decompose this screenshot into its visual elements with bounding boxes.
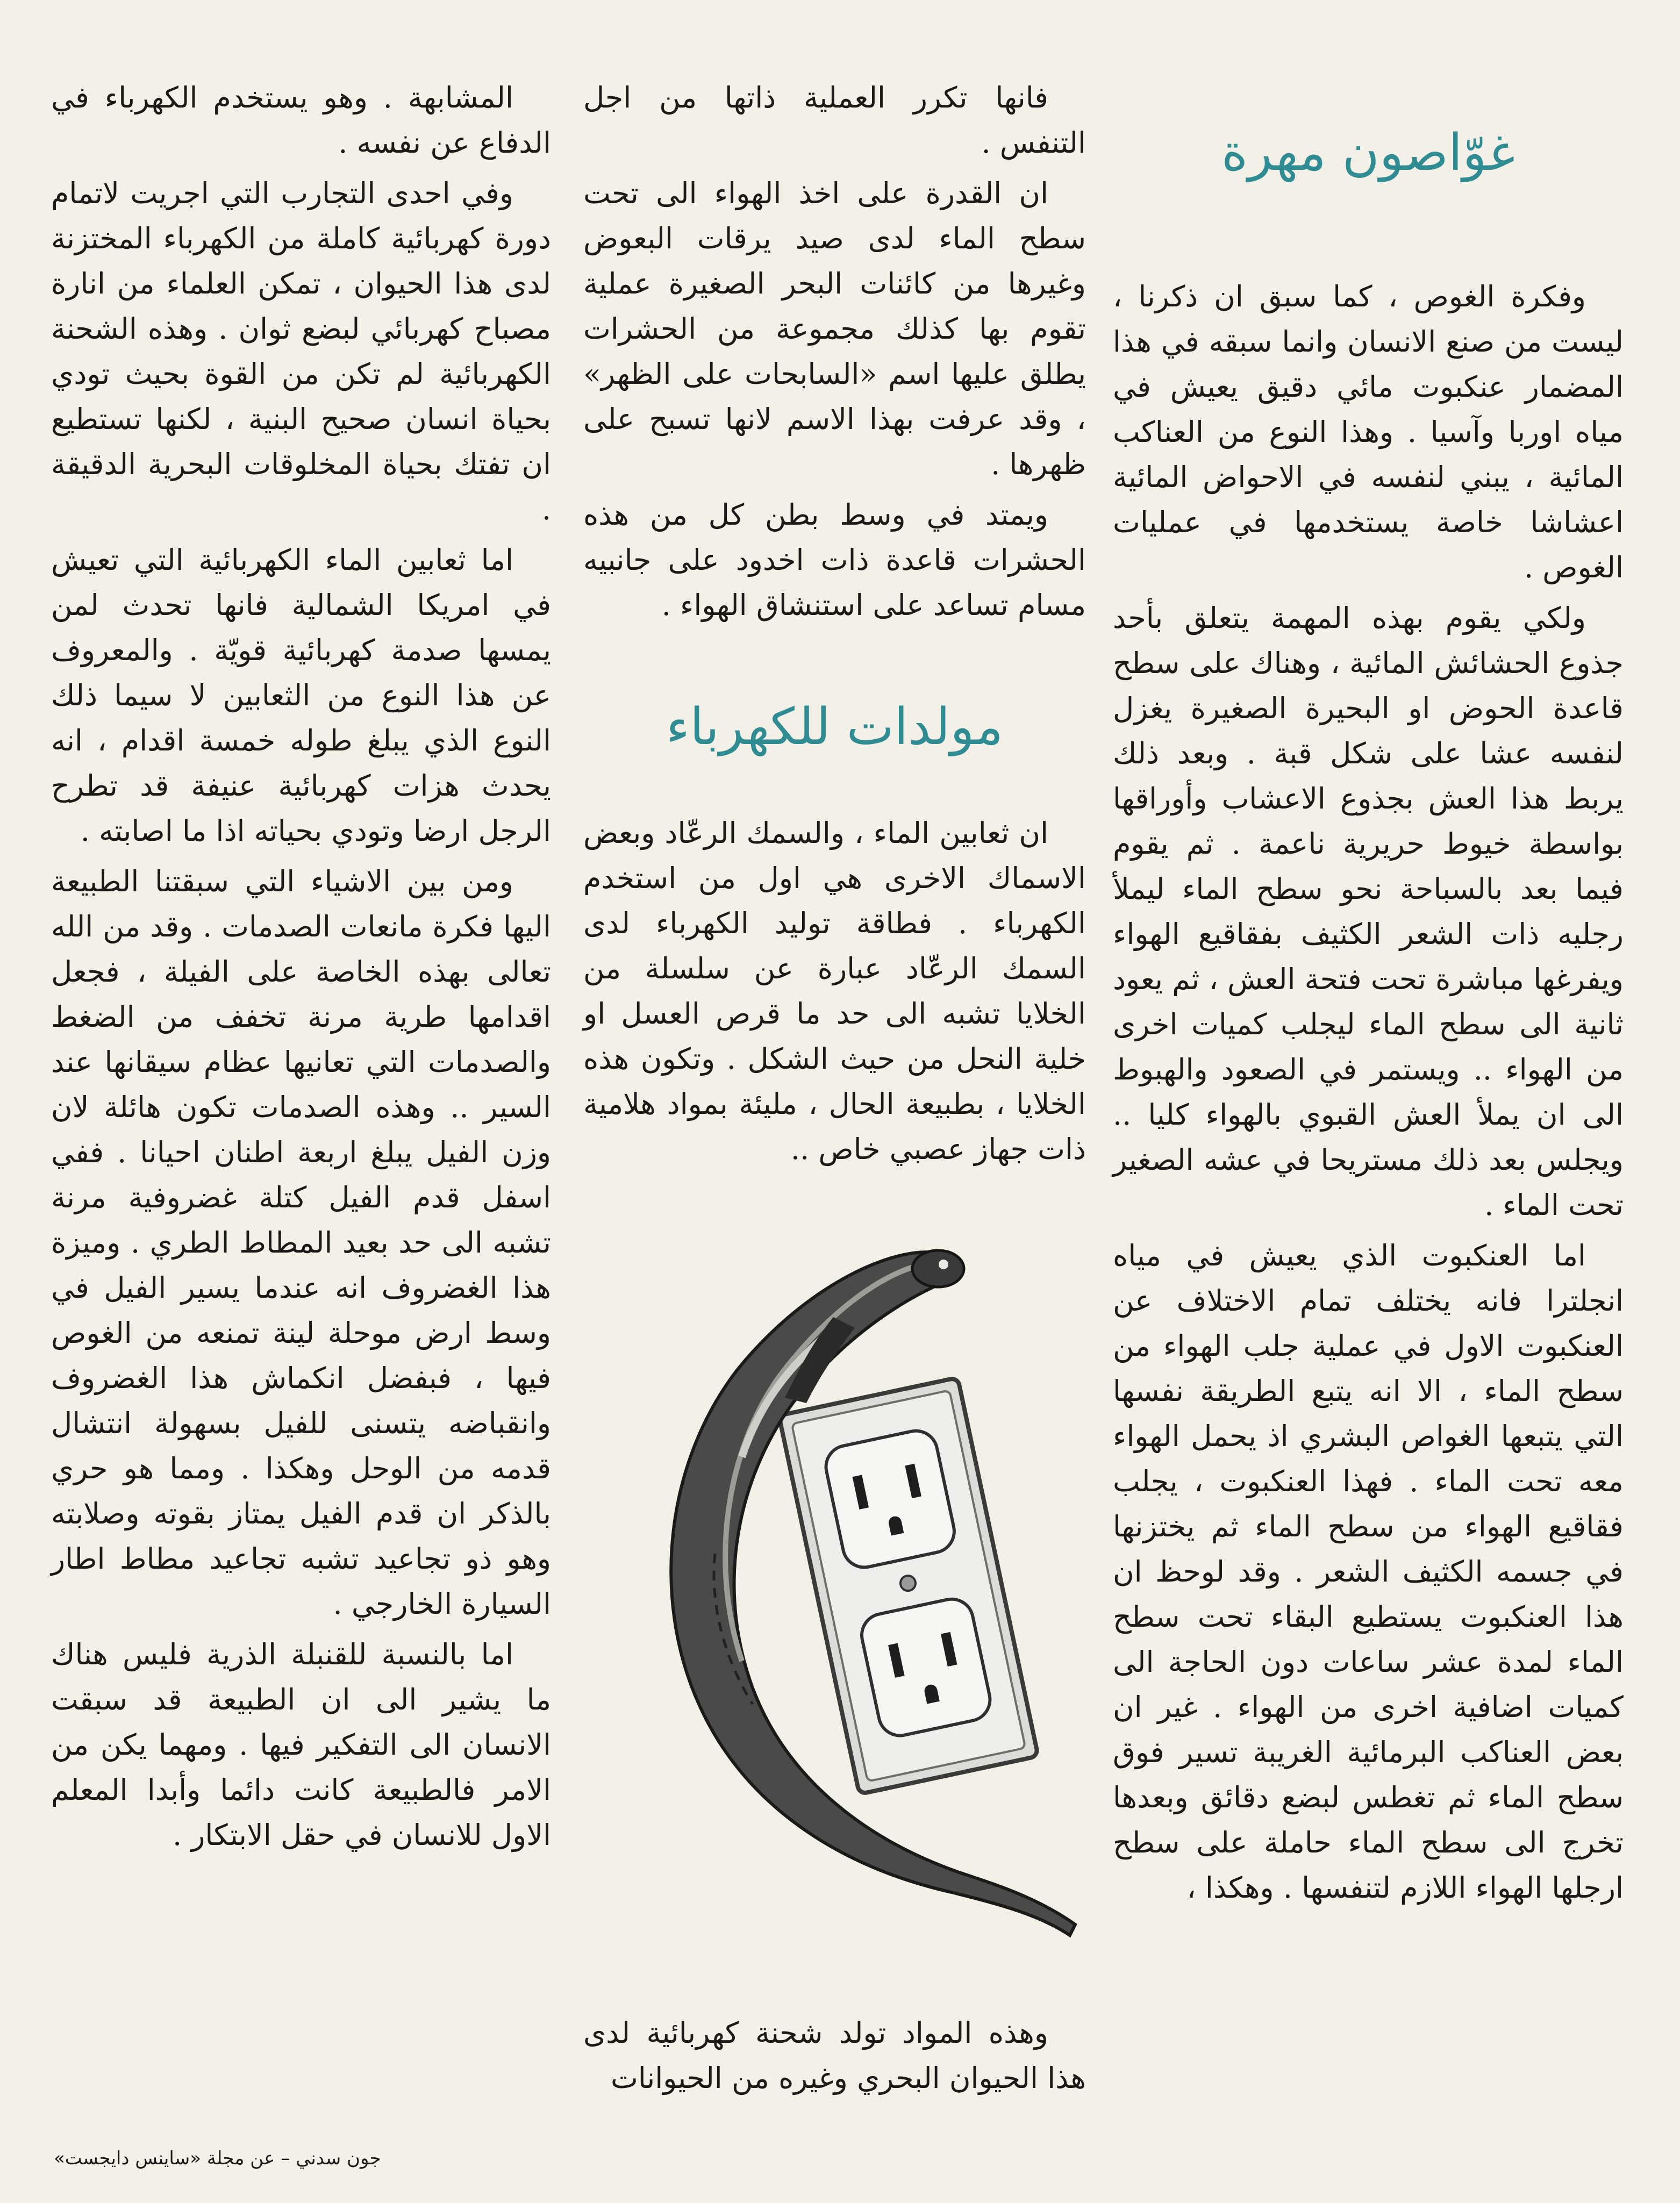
right-column: [1113, 118, 1624, 1911]
article-credit: جون سدني – عن مجلة «ساينس دايجست»: [54, 2148, 381, 2169]
paragraph: وفكرة الغوص ، كما سبق ان ذكرنا ، ليست من صنع الانسان وانما سبقه في هذا المضمار عنكبوت مائي دقيق يعيش في مياه اوربا وآسيا . وهذا النوع من العناكب المائية ، يبني لنفسه في الاحواض المائية اعشاشا خاصة يستخدمها في عمليات الغوص .: [1113, 280, 1624, 584]
paragraph: وفي احدى التجارب التي اجريت لاتمام دورة كهربائية كاملة من الكهرباء المختزنة لدى هذا الحيوان ، تمكن العلماء من انارة مصباح كهربائي لبضع ثوان . وهذه الشحنة الكهربائية لم تكن من القوة بحيث تودي بحياة انسان صحيح البنية ، لكنها تستطيع ان تفتك بحياة المخلوقات البحرية الدقيقة .: [51, 176, 551, 526]
paragraph: فانها تكرر العملية ذاتها من اجل التنفس .: [583, 81, 1086, 160]
wall-outlet-icon: [779, 1378, 1038, 1794]
middle-column-bottom: [583, 2011, 1086, 2101]
paragraph: اما العنكبوت الذي يعيش في مياه انجلترا فانه يختلف تمام الاختلاف عن العنكبوت الاول في عملية جلب الهواء من سطح الماء ، الا انه يتبع الطريقة نفسها التي يتبعها الغواص البشري اذ يحمل الهواء معه تحت الماء . فهذا العنكبوت ، يجلب فقاقيع الهواء من سطح الماء ثم يختزنها في جسمه الكثيف الشعر . وقد لوحظ ان هذا العنكبوت يستطيع البقاء تحت سطح الماء لمدة عشر ساعات دون الحاجة الى كميات اضافية اخرى من الهواء . غير ان بعض العناكب البرمائية الغريبة تسير فوق سطح الماء ثم تغطس لبضع دقائق وبعدها تخرج الى سطح الماء حاملة على سطح ارجلها الهواء اللازم لتنفسها . وهكذا ،: [1113, 1239, 1624, 1905]
middle-column: [583, 75, 1086, 1172]
paragraph: ويمتد في وسط بطن كل من هذه الحشرات قاعدة ذات اخدود على جانبيه مسام تساعد على استنشاق الهواء .: [583, 498, 1086, 622]
paragraph: اما بالنسبة للقنبلة الذرية فليس هناك ما يشير الى ان الطبيعة قد سبقت الانسان الى التفكير فيها . ومهما يكن من الامر فالطبيعة كانت دائما وأبدا المعلم الاول للانسان في حقل الابتكار .: [51, 1637, 551, 1852]
paragraph: اما ثعابين الماء الكهربائية التي تعيش في امريكا الشمالية فانها تحدث لمن يمسها صدمة كهربائية قويّة . والمعروف عن هذا النوع من الثعابين لا سيما ذلك النوع الذي يبلغ طوله خمسة اقدام ، انه يحدث هزات كهربائية عنيفة قد تطرح الرجل ارضا وتودي بحياته اذا ما اصابته .: [51, 543, 551, 848]
paragraph: المشابهة . وهو يستخدم الكهرباء في الدفاع عن نفسه .: [51, 81, 551, 160]
paragraph: ان القدرة على اخذ الهواء الى تحت سطح الماء لدى صيد يرقات البعوض وغيرها من كائنات البحر الصغيرة عملية تقوم بها كذلك مجموعة من الحشرات يطلق عليها اسم «السابحات على الظهر» ، وقد عرفت بهذا الاسم لانها تسبح على ظهرها .: [583, 176, 1086, 481]
paragraph: ومن بين الاشياء التي سبقتنا الطبيعة اليها فكرة مانعات الصدمات . وقد من الله تعالى بهذه الخاصة على الفيلة ، فجعل اقدامها طرية مرنة تخفف من الضغط والصدمات التي تعانيها عظام سيقانها عند السير .. وهذه الصدمات تكون هائلة لان وزن الفيل يبلغ اربعة اطنان احيانا . ففي اسفل قدم الفيل كتلة غضروفية مرنة تشبه الى حد بعيد المطاط الطري . وميزة هذا الغضروف انه عندما يسير الفيل في وسط ارض موحلة لينة تمنعه من الغوص فيها ، فبفضل انكماش هذا الغضروف وانقباضه يتسنى للفيل بسهولة انتشال قدمه من الوحل وهكذا . ومما هو حري بالذكر ان قدم الفيل يمتاز بقوته وصلابته وهو ذو تجاعيد تشبه تجاعيد مطاط اطار السيارة الخارجي .: [51, 864, 551, 1621]
paragraph: وهذه المواد تولد شحنة كهربائية لدى هذا الحيوان البحري وغيره من الحيوانات: [583, 2016, 1086, 2095]
left-column: [51, 75, 551, 1858]
paragraph: ولكي يقوم بهذه المهمة يتعلق بأحد جذوع الحشائش المائية ، وهناك على سطح قاعدة الحوض او البحيرة الصغيرة يغزل لنفسه عشا على شكل قبة . وبعد ذلك يربط هذا العش بجذوع الاعشاب وأوراقها بواسطة خيوط حريرية ناعمة . ثم يقوم فيما بعد بالسباحة نحو سطح الماء ليملأ رجليه ذات الشعر الكثيف بفقاقيع الهواء ويفرغها مباشرة تحت فتحة العش ، ثم يعود ثانية الى سطح الماء ليجلب كميات اخرى من الهواء .. ويستمر في الصعود والهبوط الى ان يملأ العش القبوي بالهواء كليا .. ويجلس بعد ذلك مستريحا في عشه الصغير تحت الماء .: [1113, 601, 1624, 1222]
eel-and-power-outlet-illustration: [607, 1231, 1091, 1951]
paragraph: ان ثعابين الماء ، والسمك الرعّاد وبعض الاسماك الاخرى هي اول من استخدم الكهرباء . فطاقة توليد الكهرباء لدى السمك الرعّاد عبارة عن سلسلة من الخلايا تشبه الى حد ما قرص العسل او خلية النحل من حيث الشكل . وتكون هذه الخلايا ، بطبيعة الحال ، مليئة بمواد هلامية ذات جهاز عصبي خاص ..: [583, 816, 1086, 1166]
section-title-skilled-divers: غوّاصون مهرة: [1221, 124, 1515, 182]
section-title-electricity-generators: مولدات للكهرباء: [666, 698, 1004, 756]
eel-outlet-drawing: [607, 1231, 1091, 1951]
